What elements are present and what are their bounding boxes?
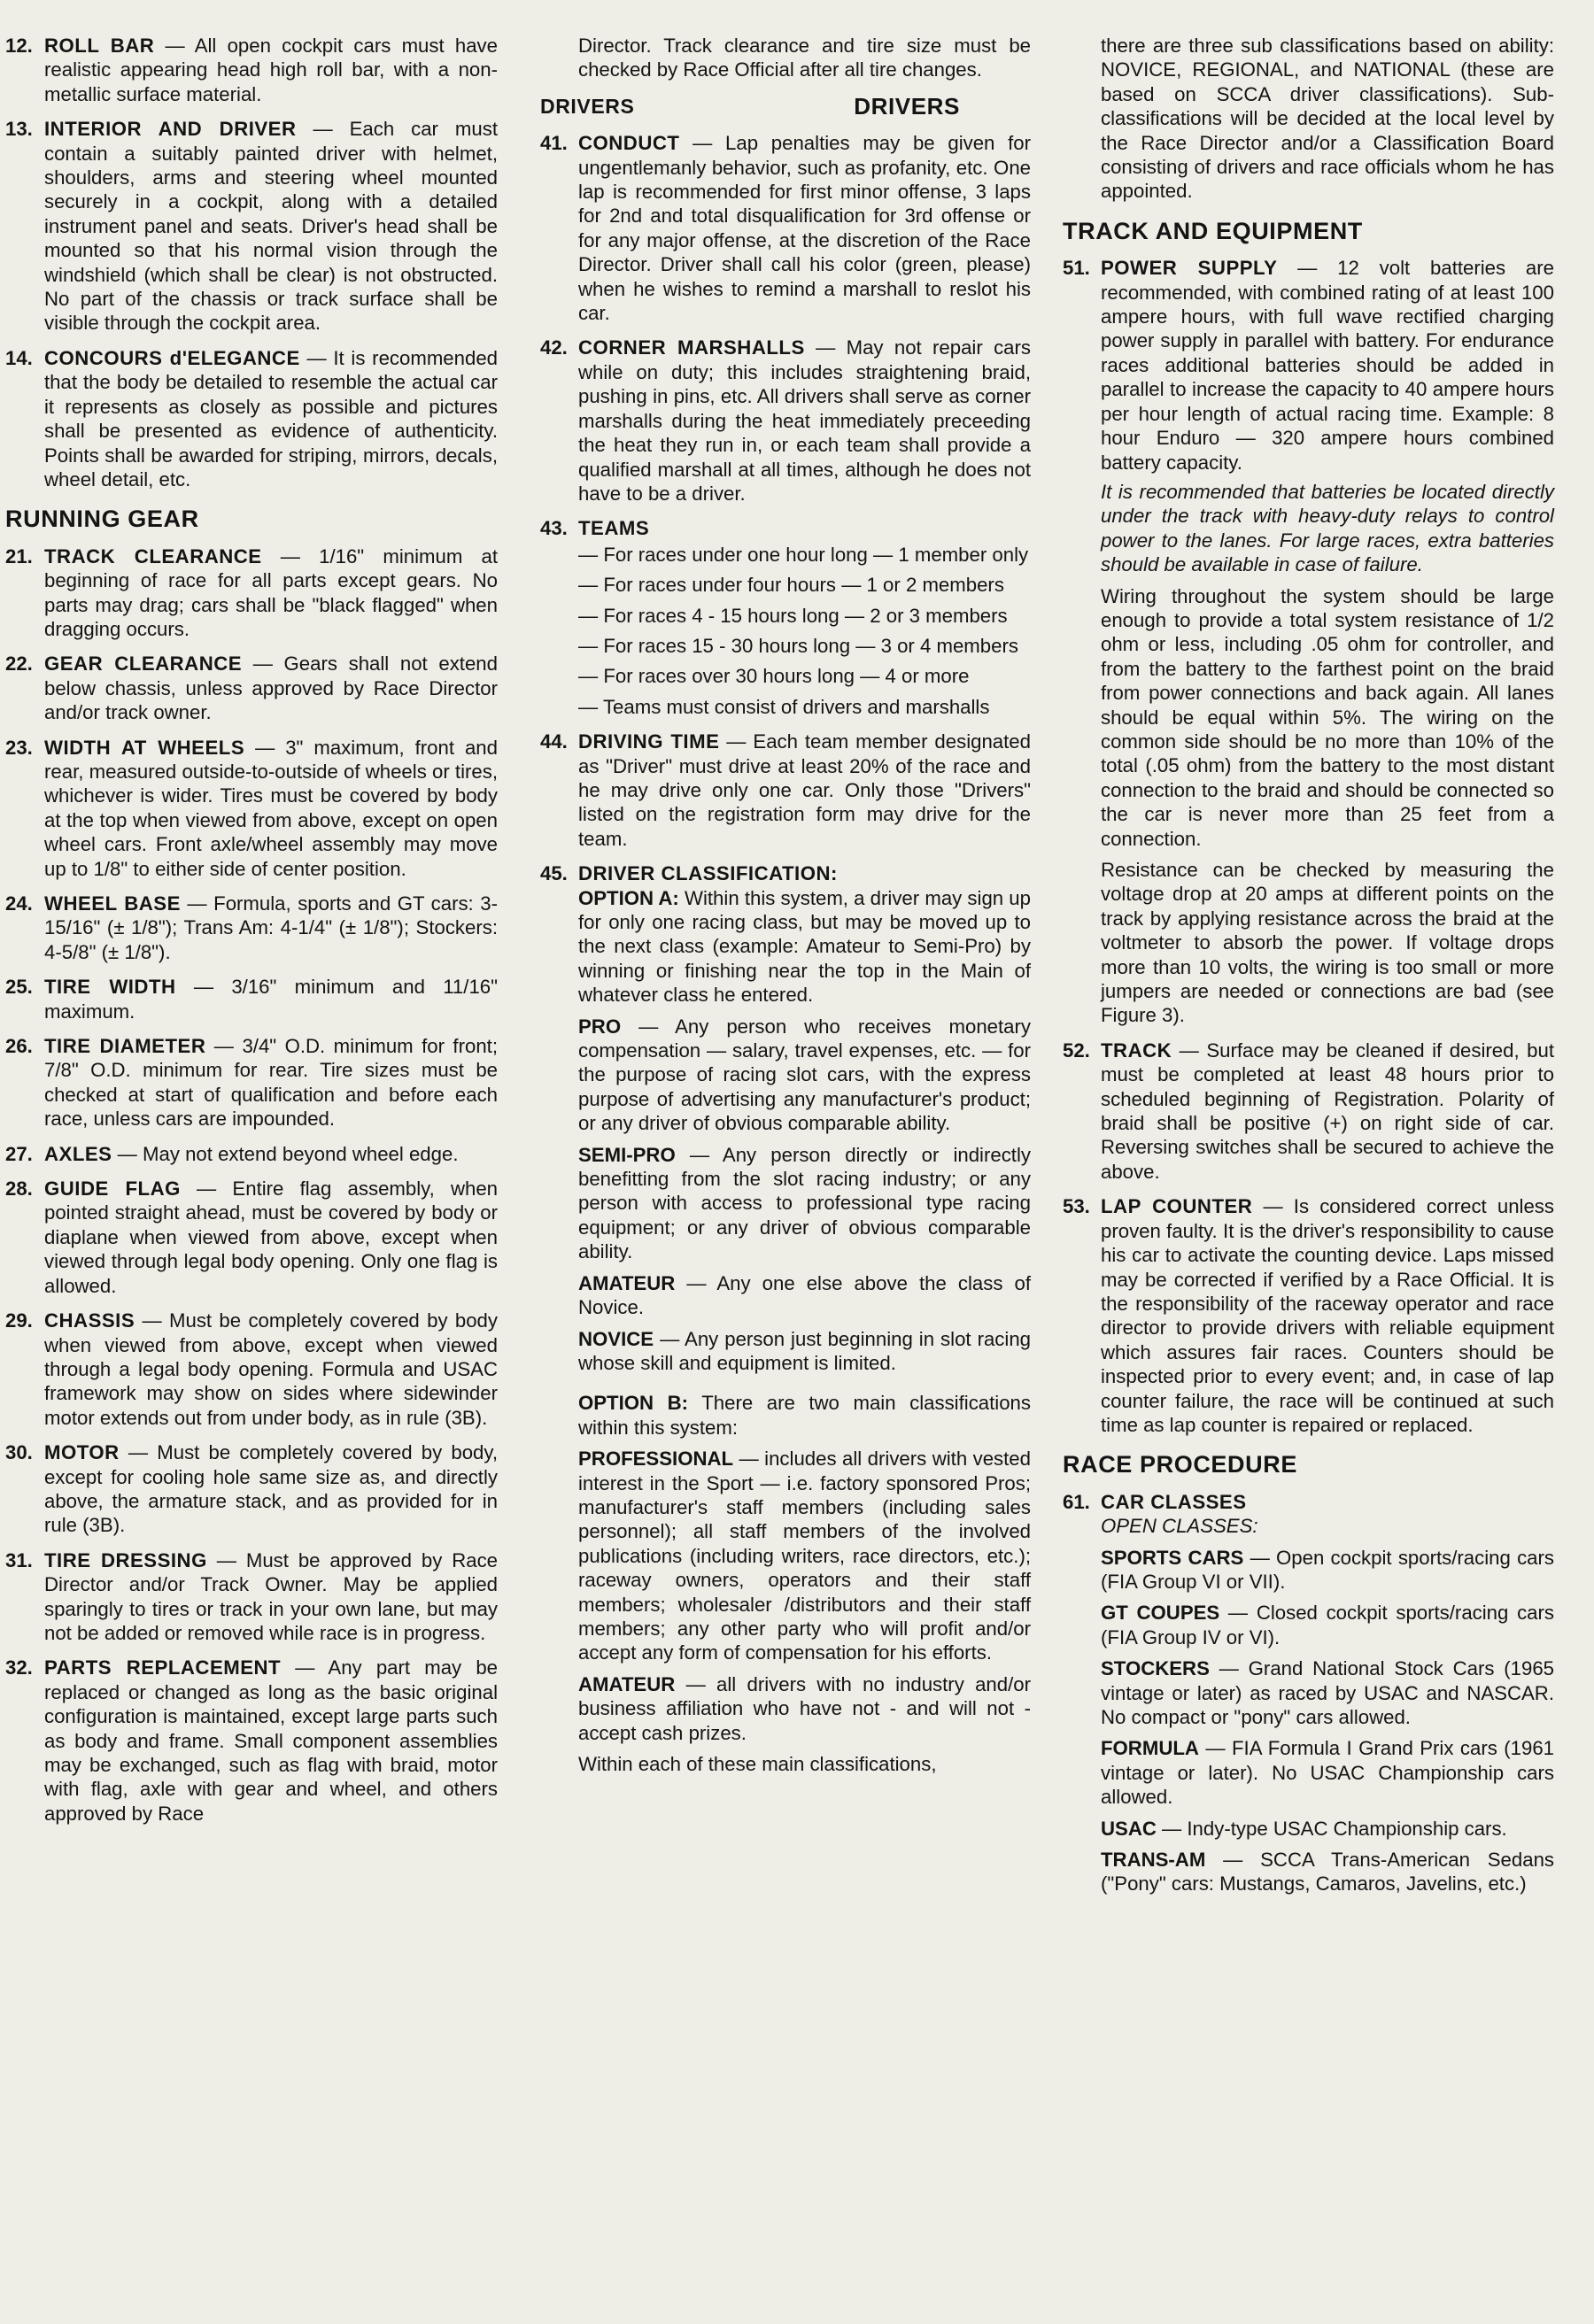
class-text: — Closed cockpit sports/racing cars (FIA Group IV or VI). — [1101, 1602, 1554, 1648]
class-professional — [578, 1447, 1031, 1665]
semipro-text: — Any person directly or indirectly benefitting from the slot racing industry; or any person with access to professional type racing equipment; or any driver of obvious comparable ability. — [578, 1143, 1031, 1263]
rule-43 — [540, 516, 1031, 719]
wiring-text: Wiring throughout the system should be large enough to provide a total system resistance of 1/2 ohm or less, including .05 ohm for controller, and from the battery to the farthest point on the braid from power connections and back again. All lanes should be equal within 5%. The wiring on the common side should be no more than 10% of the total (.05 ohm) from the battery to the most distant connection to the braid and should be connected so the car is never more than 25 feet from a connection. — [1101, 584, 1554, 850]
rule-number: 25. — [5, 976, 33, 999]
rule-26 — [5, 1034, 498, 1131]
class-text: — Indy-type USAC Championship cars. — [1156, 1817, 1507, 1840]
rule-text: — It is recommended that the body be detailed to resemble the actual car it represents as closely as possible and pictures shall be presented as evidence of authenticity. Points shall be awarded for striping, mirrors, decals, wheel detail, etc. — [44, 346, 498, 490]
rule-text: — 3" maximum, front and rear, measured outside-to-outside of wheels or tires, whichever is wider. Tires must be covered by body at the top when viewed from above, except on open wheel cars. Front axle/wheel assembly may move up to 1/8" to either side of center position. — [44, 736, 498, 880]
option-a — [578, 886, 1031, 1008]
battery-recommendation: It is recommended that batteries be located directly under the track with heavy-duty relays to control power to the lanes. For large races, extra batteries should be available in case of failure. — [1101, 480, 1554, 576]
rule-23 — [5, 736, 498, 881]
rule-number: 53. — [1063, 1195, 1090, 1218]
rule-number: 14. — [5, 346, 33, 369]
class-stockers — [1101, 1656, 1554, 1729]
rule-42 — [540, 336, 1031, 506]
rule-title: DRIVING TIME — [578, 730, 720, 753]
semipro-label: SEMI-PRO — [578, 1143, 676, 1166]
rule-number: 12. — [5, 35, 33, 57]
class-gt-coupes — [1101, 1601, 1554, 1649]
rule-41 — [540, 131, 1031, 325]
class-label: GT COUPES — [1101, 1602, 1220, 1625]
rule-number: 52. — [1063, 1038, 1090, 1062]
rule-title: CHASSIS — [44, 1309, 135, 1332]
class-label: FORMULA — [1101, 1737, 1199, 1760]
rule-number: 41. — [540, 132, 568, 155]
professional-text: — includes all drivers with vested interest in the Sport — i.e. factory sponsored Pros; manufacturer's staff members (including sales personnel); all staff members of the involved publications (including writers, race directors, etc.); raceway owners, operators and their staff members; wholesaler /distributors and their staff members; any other party who will profit and/or accept any form of compensation for his efforts. — [578, 1448, 1031, 1664]
rule-title: CONCOURS d'ELEGANCE — [44, 346, 300, 369]
rule-14 — [5, 346, 498, 491]
rule-title: TIRE DIAMETER — [44, 1035, 206, 1058]
rule-text: — Must be approved by Race Director and/or Track Owner. May be applied sparingly to tires or track in your own lane, but may not be added or removed while race is in progress. — [44, 1548, 498, 1644]
rule-number: 23. — [5, 736, 33, 759]
rule-text: — May not repair cars while on duty; this includes straightening braid, pushing in pins, etc. All drivers shall serve as corner marshalls during the heat immediately preceeding the heat they run in, or each team shall provide a qualified marshall at all times, although he does not have to be a driver. — [578, 336, 1031, 505]
rule-number: 22. — [5, 652, 33, 676]
rule-number: 42. — [540, 336, 568, 359]
class-label: STOCKERS — [1101, 1657, 1210, 1680]
rule-title: GEAR CLEARANCE — [44, 652, 243, 676]
option-a-text: Within this system, a driver may sign up for only one racing class, but may be moved up to the next class (example: Amateur to Semi-Pro) by winning or finishing near the top in the Main of whatever class he entered. — [578, 886, 1031, 1007]
class-novice — [578, 1327, 1031, 1376]
rule-title: TRACK — [1101, 1038, 1172, 1062]
rule-12 — [5, 34, 498, 106]
rule-45 — [540, 861, 1031, 1776]
list-item: — For races under four hours — 1 or 2 members — [578, 574, 1004, 597]
pro-label: PRO — [578, 1015, 622, 1038]
closing-text: Within each of these main classifications, — [578, 1753, 937, 1775]
class-usac — [1101, 1817, 1554, 1841]
rule-number: 21. — [5, 544, 33, 567]
rule-title: TRACK CLEARANCE — [44, 544, 262, 567]
rule-29 — [5, 1309, 498, 1430]
rule-13 — [5, 117, 498, 336]
section-heading-right: DRIVERS — [854, 92, 960, 120]
section-heading-left: DRIVERS — [540, 94, 635, 118]
class-text: — Grand National Stock Cars (1965 vintage or later) as raced by USAC and NASCAR. No compact or "pony" cars allowed. — [1101, 1657, 1554, 1728]
rule-31 — [5, 1548, 498, 1646]
rule-text: — Must be completely covered by body, except for cooling hole same size as, and directly above, the armature stack, and as provided for in rule (3B). — [44, 1441, 498, 1537]
list-item: — Teams must consist of drivers and marshalls — [578, 695, 990, 718]
rule-28 — [5, 1177, 498, 1298]
option-b-label: OPTION B: — [578, 1392, 689, 1415]
list-item: — For races 4 - 15 hours long — 2 or 3 members — [578, 604, 1008, 627]
class-sports-cars — [1101, 1546, 1554, 1594]
class-amateur — [578, 1271, 1031, 1320]
rule-title: POWER SUPPLY — [1101, 257, 1278, 280]
rule-title: TIRE DRESSING — [44, 1548, 207, 1571]
rule-text: — Each team member designated as "Driver" must drive at least 20% of the race and he may drive only one car. Only those "Drivers" listed on the registration form may drive for the team. — [578, 730, 1031, 850]
rule-number: 31. — [5, 1548, 33, 1571]
rule-61 — [1063, 1490, 1554, 1896]
column-3 — [1063, 34, 1554, 1907]
pro-text: — Any person who receives monetary compensation — salary, travel expenses, etc. — for the purpose of racing slot cars, with the express purpose of advertising any manufacturer's product; or any driver of obvious comparable ability. — [578, 1015, 1031, 1135]
rule-24 — [5, 892, 498, 964]
professional-label: PROFESSIONAL — [578, 1448, 734, 1471]
rule-title: ROLL BAR — [44, 35, 155, 57]
rule-title: AXLES — [44, 1142, 112, 1165]
rule-title: CAR CLASSES — [1101, 1490, 1247, 1513]
rule-22 — [5, 652, 498, 724]
rule-text: — Must be completely covered by body when viewed from above, except when viewed through a legal body opening. Formula and USAC framework may show on sides where sidewinder motor extends out from under body, as in rule (3B). — [44, 1309, 498, 1429]
rule-text: — Formula, sports and GT cars: 3-15/16" (± 1/8"); Trans Am: 4-1/4" (± 1/8"); Stockers: 4-5/8" (± 1/8"). — [44, 892, 498, 963]
list-item: — For races under one hour long — 1 member only — [578, 543, 1029, 566]
class-label: USAC — [1101, 1817, 1157, 1840]
rule-number: 30. — [5, 1441, 33, 1464]
rule-51 — [1063, 256, 1554, 1028]
rule-number: 28. — [5, 1177, 33, 1201]
amateur-b-text: — all drivers with no industry and/or business affiliation who have not - and will not - accept cash prizes. — [578, 1672, 1031, 1744]
rule-number: 51. — [1063, 257, 1090, 280]
rule-25 — [5, 975, 498, 1023]
rule-title: WIDTH AT WHEELS — [44, 736, 245, 759]
amateur-text: — Any one else above the class of Novice. — [578, 1271, 1031, 1319]
rule-text: — 3/16" minimum and 11/16" maximum. — [44, 976, 498, 1023]
section-heading-drivers — [540, 92, 1031, 120]
continuation-text: there are three sub classifications based on ability: NOVICE, REGIONAL, and NATIONAL (these are based on SCCA driver classifications). Sub-classifications will be decided at the local level by the Race Director and/or a Classification Board consisting of drivers and race officials whom he has appointed. — [1101, 35, 1554, 203]
rule-text: — Lap penalties may be given for ungentlemanly behavior, such as profanity, etc. One lap is recommended for first minor offense, 3 laps for 2nd and total disqualification for 3rd offense or for any major offense, at the discretion of the Race Director. Driver shall call his color (green, please) when he wishes to remind a marshall to reslot his car. — [578, 132, 1031, 325]
list-item: — For races over 30 hours long — 4 or more — [578, 665, 970, 688]
section-heading-race-procedure: RACE PROCEDURE — [1063, 1451, 1297, 1479]
rule-number: 26. — [5, 1035, 33, 1058]
class-amateur-b — [578, 1672, 1031, 1745]
rule-text: — 1/16" minimum at beginning of race for all parts except gears. No parts may drag; cars shall be "black flagged" when dragging occurs. — [44, 544, 498, 640]
amateur-b-label: AMATEUR — [578, 1672, 676, 1695]
list-item: — For races 15 - 30 hours long — 3 or 4 members — [578, 634, 1018, 657]
rule-number: 45. — [540, 862, 568, 885]
rule-number: 24. — [5, 892, 33, 915]
rule-title: DRIVER CLASSIFICATION: — [578, 862, 838, 885]
rule-text: — 3/4" O.D. minimum for front; 7/8" O.D. minimum for rear. Tire sizes must be checked at start of qualification and before each race, unless cars are impounded. — [44, 1035, 498, 1131]
option-a-label: OPTION A: — [578, 886, 679, 909]
rule-title: TIRE WIDTH — [44, 976, 176, 999]
class-label: SPORTS CARS — [1101, 1546, 1244, 1569]
rule-text: — Surface may be cleaned if desired, but must be completed at least 48 hours prior to scheduled beginning of Registration. Polarity of braid shall be positive (+) on right side of car. Reversing switches shall be secured to achieve the above. — [1101, 1038, 1554, 1183]
section-heading-running-gear: RUNNING GEAR — [5, 506, 199, 533]
rule-title: CONDUCT — [578, 132, 680, 155]
rule-text: — All open cockpit cars must have realistic appearing head high roll bar, with a non-metallic surface material. — [44, 35, 498, 105]
class-text: — SCCA Trans-American Sedans ("Pony" cars: Mustangs, Camaros, Javelins, etc.) — [1101, 1849, 1554, 1895]
column-2 — [540, 34, 1031, 1787]
rule-number: 13. — [5, 118, 33, 141]
section-heading-track-and-equipment: TRACK AND EQUIPMENT — [1063, 217, 1363, 244]
rule-number: 29. — [5, 1309, 33, 1332]
rule-text: — Gears shall not extend below chassis, unless approved by Race Director and/or track owner. — [44, 652, 498, 724]
rule-text: — May not extend beyond wheel edge. — [112, 1142, 459, 1165]
class-formula — [1101, 1736, 1554, 1809]
class-trans-am — [1101, 1848, 1554, 1896]
rule-title: INTERIOR AND DRIVER — [44, 118, 297, 141]
rule-title: GUIDE FLAG — [44, 1177, 181, 1201]
class-pro — [578, 1015, 1031, 1136]
rule-number: 43. — [540, 517, 568, 540]
rule-title: CORNER MARSHALLS — [578, 336, 805, 359]
rule-text: — Entire flag assembly, when pointed straight ahead, must be covered by body or diaplane when viewed from above, except when viewed through legal body opening. Only one flag is allowed. — [44, 1177, 499, 1297]
class-text: — FIA Formula I Grand Prix cars (1961 vintage or later). No USAC Championship cars allowed. — [1101, 1737, 1554, 1809]
rule-30 — [5, 1440, 498, 1538]
rule-21 — [5, 544, 498, 642]
novice-label: NOVICE — [578, 1327, 654, 1350]
rule-number: 61. — [1063, 1490, 1090, 1513]
rule-text: — Each car must contain a suitably painted driver with helmet, shoulders, arms and steering wheel mounted securely in a cockpit, along with a detailed instrument panel and seats. Driver's head shall be mounted so that his normal vision through the windshield (which shall be clear) is not obstructed. No part of the chassis or track surface shall be visible through the cockpit area. — [44, 118, 498, 335]
rule-number: 27. — [5, 1142, 33, 1165]
rule-53 — [1063, 1194, 1554, 1437]
rule-title: LAP COUNTER — [1101, 1195, 1253, 1218]
rule-44 — [540, 730, 1031, 851]
teams-list — [578, 543, 1031, 719]
continuation-text: Director. Track clearance and tire size must be checked by Race Official after all tire changes. — [578, 35, 1031, 81]
class-semi-pro — [578, 1143, 1031, 1264]
resistance-text: Resistance can be checked by measuring the voltage drop at 20 amps at different points on the track by applying resistance across the braid at the voltmeter to absorb the power. If voltage drops more than 10 volts, the wiring is too small or more jumpers are needed or connections are bad (see Figure 3). — [1101, 859, 1554, 1027]
rule-title: WHEEL BASE — [44, 892, 181, 915]
amateur-label: AMATEUR — [578, 1271, 676, 1294]
option-b-text: There are two main classifications within this system: — [578, 1392, 1031, 1439]
rule-27 — [5, 1142, 498, 1166]
open-classes-label: OPEN CLASSES: — [1101, 1515, 1258, 1538]
rule-52 — [1063, 1038, 1554, 1184]
rule-number: 44. — [540, 730, 568, 753]
rule-text: — 12 volt batteries are recommended, with combined rating of at least 100 ampere hours, with full wave rectified charging power supply in parallel with battery. For endurance races additional batteries should be added in parallel to increase the capacity to 40 ampere hours per hour length of actual racing time. Example: 8 hour Enduro — 320 ampere hours combined battery capacity. — [1101, 257, 1554, 474]
rule-text: — Any part may be replaced or changed as long as the basic original configuration is maintained, except large parts such as body and frame. Small component assemblies may be exchanged, such as flag with braid, motor with flag, axle with gear and wheel, and others approved by Race — [44, 1656, 498, 1825]
column-1 — [5, 34, 498, 1836]
rule-title: MOTOR — [44, 1441, 120, 1464]
rule-title: TEAMS — [578, 517, 650, 540]
rule-text: — Is considered correct unless proven faulty. It is the driver's responsibility to cause his car to activate the counting device. Laps missed may be corrected if verified by a Race Official. It is the responsibility of the raceway operator and race director to provide drivers with reliable equipment which assures fair races. Counters should be inspected prior to every event; and, in case of lap counter failure, the race will be continued at such time as lap counter is repaired or replaced. — [1101, 1195, 1554, 1436]
rule-title: PARTS REPLACEMENT — [44, 1656, 282, 1679]
class-text: — Open cockpit sports/racing cars (FIA Group VI or VII). — [1101, 1546, 1554, 1593]
novice-text: — Any person just beginning in slot racing whose skill and equipment is limited. — [578, 1327, 1031, 1374]
class-label: TRANS-AM — [1101, 1849, 1206, 1872]
rule-32 — [5, 1656, 498, 1826]
rule-number: 32. — [5, 1656, 33, 1679]
option-b — [578, 1391, 1031, 1440]
